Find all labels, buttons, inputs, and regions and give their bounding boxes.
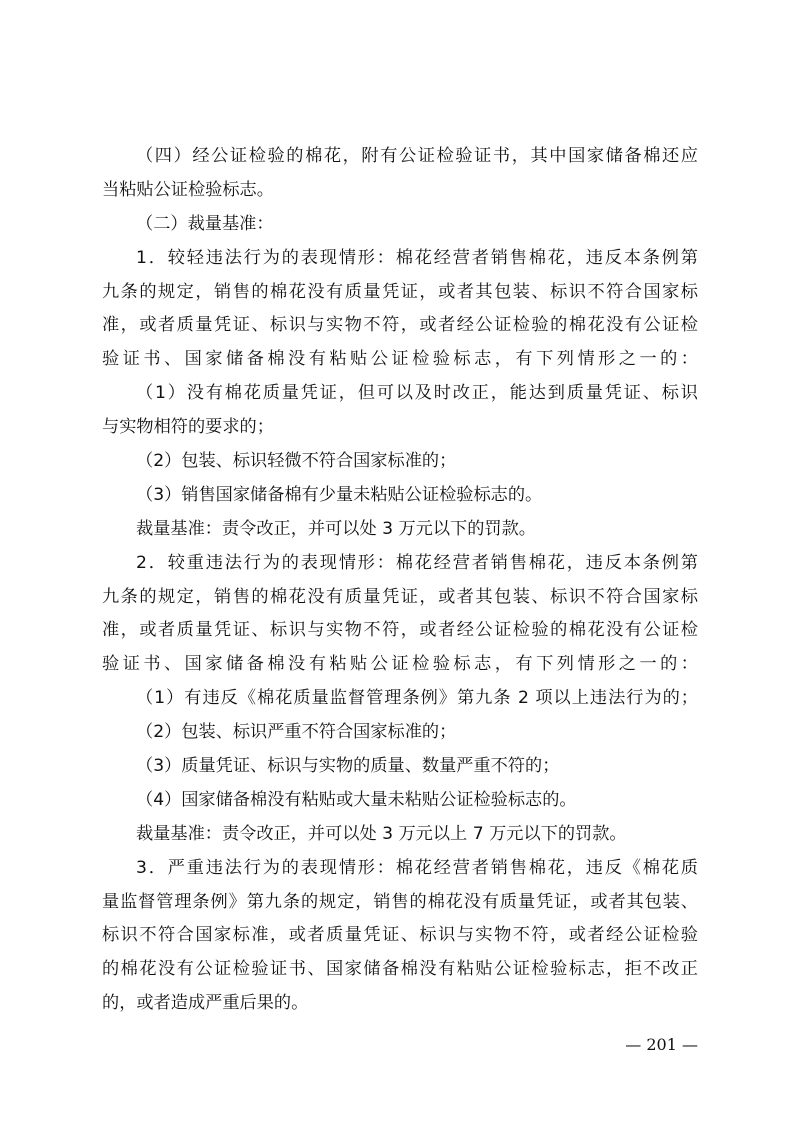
text-line: 验证书、国家储备棉没有粘贴公证检验标志，有下列情形之一的： — [102, 654, 698, 675]
body-text — [102, 140, 698, 1021]
text-line: 3．严重违法行为的表现情形：棉花经营者销售棉花，违反《棉花质 — [136, 857, 698, 878]
text-line: （4）国家储备棉没有粘贴或大量未粘贴公证检验标志的。 — [136, 789, 577, 810]
text-line: （四）经公证检验的棉花，附有公证检验证书，其中国家储备棉还应 — [136, 146, 698, 166]
text-line: 2．较重违法行为的表现情形：棉花经营者销售棉花，违反本条例第 — [136, 552, 698, 573]
text-line: 1．较轻违法行为的表现情形：棉花经营者销售棉花，违反本条例第 — [136, 247, 698, 268]
text-line: 验证书、国家储备棉没有粘贴公证检验标志，有下列情形之一的： — [102, 349, 698, 370]
text-line: 裁量基准：责令改正，并可以处 3 万元以上 7 万元以下的罚款。 — [136, 823, 627, 844]
text-line: 与实物相符的要求的； — [102, 417, 274, 438]
text-line: （3）销售国家储备棉有少量未粘贴公证检验标志的。 — [136, 484, 543, 505]
text-line: （1）没有棉花质量凭证，但可以及时改正，能达到质量凭证、标识 — [136, 383, 698, 404]
text-line: （二）裁量基准： — [136, 213, 274, 234]
text-line: 标识不符合国家标准，或者质量凭证、标识与实物不符，或者经公证检验 — [102, 925, 698, 946]
text-line: 准，或者质量凭证、标识与实物不符，或者经公证检验的棉花没有公证检 — [102, 620, 698, 641]
text-line: （2）包装、标识严重不符合国家标准的； — [136, 722, 457, 743]
text-line: 九条的规定，销售的棉花没有质量凭证，或者其包装、标识不符合国家标 — [102, 586, 698, 607]
text-line: 裁量基准：责令改正，并可以处 3 万元以下的罚款。 — [136, 518, 536, 539]
text-line: （1）有违反《棉花质量监督管理条例》第九条 2 项以上违法行为的； — [136, 688, 698, 709]
text-line: 九条的规定，销售的棉花没有质量凭证，或者其包装、标识不符合国家标 — [102, 281, 698, 302]
text-line: 当粘贴公证检验标志。 — [102, 179, 274, 200]
text-line: 的棉花没有公证检验证书、国家储备棉没有粘贴公证检验标志，拒不改正 — [102, 959, 698, 980]
text-line: （2）包装、标识轻微不符合国家标准的； — [136, 451, 457, 472]
text-line: 的，或者造成严重后果的。 — [102, 993, 309, 1014]
text-line: 量监督管理条例》第九条的规定，销售的棉花没有质量凭证，或者其包装、 — [102, 891, 698, 912]
text-line: 准，或者质量凭证、标识与实物不符，或者经公证检验的棉花没有公证检 — [102, 315, 698, 336]
page-number: — 201 — — [625, 1035, 698, 1054]
text-line: （3）质量凭证、标识与实物的质量、数量严重不符的； — [136, 756, 560, 777]
